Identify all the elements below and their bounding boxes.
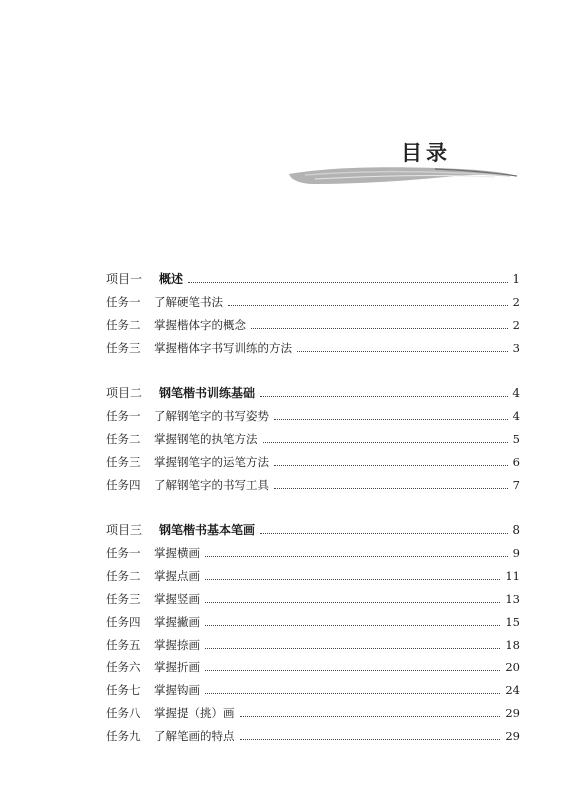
task-number: 任务八 (106, 706, 141, 721)
project-title: 概述 (159, 272, 184, 286)
task-title: 掌握提（挑）画 (154, 706, 235, 721)
task-number: 任务二 (106, 568, 141, 583)
page-number: 18 (505, 637, 520, 652)
toc-task-row[interactable] (106, 453, 520, 471)
toc-task-row[interactable] (106, 681, 520, 699)
dot-leader (205, 692, 500, 694)
page-number: 5 (512, 431, 520, 446)
page-number: 1 (512, 272, 520, 286)
dot-leader (205, 647, 500, 649)
page-number: 24 (505, 683, 520, 698)
page-number: 7 (512, 477, 520, 492)
toc-task-row[interactable] (106, 590, 520, 608)
page-number: 8 (512, 523, 520, 537)
task-number: 任务一 (106, 408, 141, 423)
project-title: 钢笔楷书基本笔画 (159, 523, 256, 537)
task-number: 任务三 (106, 454, 141, 469)
page-title: 目录 (401, 140, 451, 165)
toc-task-row[interactable] (106, 293, 520, 311)
toc-task-row[interactable] (106, 636, 520, 654)
toc-task-row[interactable] (106, 407, 520, 425)
dot-leader (205, 601, 500, 603)
page-number: 29 (505, 706, 520, 721)
page-number: 2 (512, 317, 520, 332)
task-title: 掌握撇画 (154, 614, 200, 629)
toc-task-row[interactable] (106, 544, 520, 562)
page-number: 11 (505, 568, 520, 583)
dot-leader (263, 441, 509, 443)
dot-leader (251, 327, 508, 329)
task-number: 任务二 (106, 431, 141, 446)
task-number: 任务六 (106, 660, 141, 675)
page-number: 6 (512, 454, 520, 469)
dot-leader (274, 487, 508, 489)
task-number: 任务四 (106, 477, 141, 492)
task-title: 掌握楷体字的概念 (154, 317, 246, 332)
task-title: 了解硬笔书法 (154, 294, 223, 309)
task-title: 了解钢笔字的书写姿势 (154, 408, 269, 423)
task-number: 任务三 (106, 340, 141, 355)
toc-task-row[interactable] (106, 613, 520, 631)
dot-leader (274, 464, 508, 466)
page-number: 4 (512, 408, 520, 423)
dot-leader (240, 738, 501, 740)
task-title: 掌握钢笔字的运笔方法 (154, 454, 269, 469)
task-number: 任务七 (106, 683, 141, 698)
dot-leader (228, 304, 508, 306)
dot-leader (260, 532, 508, 534)
task-number: 任务二 (106, 317, 141, 332)
task-title: 掌握横画 (154, 545, 200, 560)
task-number: 任务四 (106, 614, 141, 629)
task-number: 任务九 (106, 729, 141, 744)
dot-leader (274, 418, 508, 420)
task-title: 掌握点画 (154, 568, 200, 583)
task-title: 掌握捺画 (154, 637, 200, 652)
dot-leader (260, 395, 508, 397)
toc-task-row[interactable] (106, 704, 520, 722)
toc-project-row[interactable] (106, 384, 520, 402)
dot-leader (297, 350, 508, 352)
page-number: 15 (505, 614, 520, 629)
toc-project-row[interactable] (106, 270, 520, 288)
toc-task-row[interactable] (106, 430, 520, 448)
brush-stroke-decoration (285, 160, 520, 188)
project-number: 项目三 (106, 523, 143, 537)
dot-leader (240, 715, 501, 717)
page-number: 2 (512, 294, 520, 309)
task-title: 掌握竖画 (154, 591, 200, 606)
toc-task-row[interactable] (106, 727, 520, 745)
page-number: 4 (512, 386, 520, 400)
page-number: 29 (505, 729, 520, 744)
toc-task-row[interactable] (106, 316, 520, 334)
page-number: 20 (505, 660, 520, 675)
task-title: 掌握钢笔的执笔方法 (154, 431, 258, 446)
task-number: 任务一 (106, 545, 141, 560)
task-title: 掌握钩画 (154, 683, 200, 698)
task-number: 任务一 (106, 294, 141, 309)
toc-project-row[interactable] (106, 521, 520, 539)
project-title: 钢笔楷书训练基础 (159, 386, 256, 400)
task-number: 任务三 (106, 591, 141, 606)
task-title: 了解笔画的特点 (154, 729, 235, 744)
page-number: 13 (505, 591, 520, 606)
toc-task-row[interactable] (106, 476, 520, 494)
dot-leader (205, 555, 508, 557)
toc-task-row[interactable] (106, 567, 520, 585)
task-title: 掌握折画 (154, 660, 200, 675)
task-title: 了解钢笔字的书写工具 (154, 477, 269, 492)
toc-task-row[interactable] (106, 339, 520, 357)
dot-leader (205, 578, 500, 580)
page-number: 3 (512, 340, 520, 355)
dot-leader (205, 669, 500, 671)
project-number: 项目一 (106, 272, 143, 286)
dot-leader (188, 281, 508, 283)
toc-task-row[interactable] (106, 658, 520, 676)
project-number: 项目二 (106, 386, 143, 400)
task-title: 掌握楷体字书写训练的方法 (154, 340, 292, 355)
dot-leader (205, 624, 500, 626)
task-number: 任务五 (106, 637, 141, 652)
page-number: 9 (512, 545, 520, 560)
